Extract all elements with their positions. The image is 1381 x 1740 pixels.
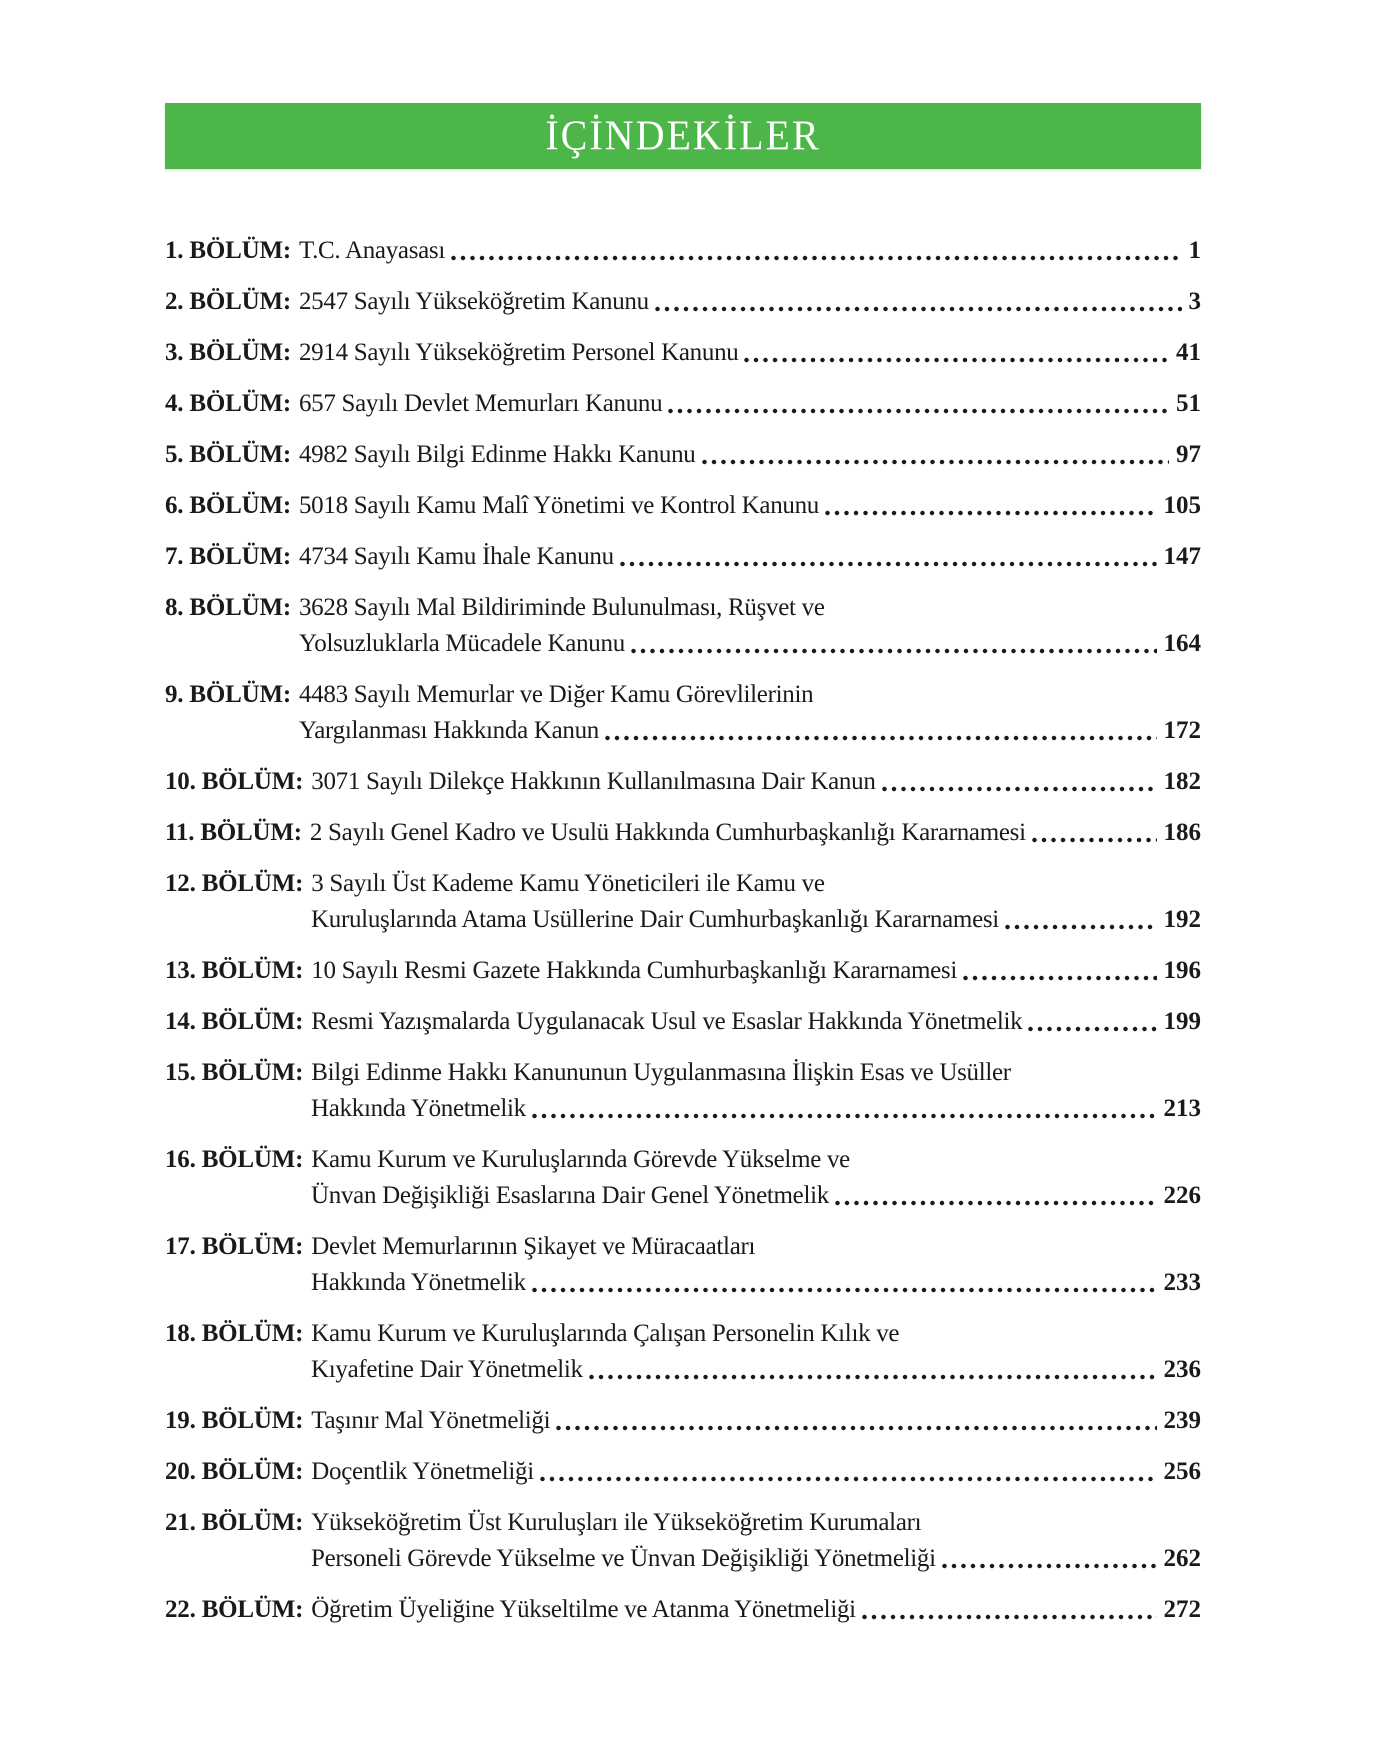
toc-entry-line (165, 1004, 1201, 1040)
dot-leader (668, 408, 1169, 414)
toc-entry-line (165, 1505, 1201, 1541)
toc-entry-title-continuation: Ünvan Değişikliği Esaslarına Dair Genel Yönetmelik (311, 1182, 829, 1209)
toc-entry-label: 22. BÖLÜM: (165, 1596, 304, 1623)
toc-entry-line (165, 1316, 1201, 1352)
dot-leader (655, 306, 1182, 312)
table-of-contents (165, 233, 1201, 1628)
toc-entry-title: 10 Sayılı Resmi Gazete Hakkında Cumhurbaşkanlığı Kararnamesi (311, 957, 958, 984)
toc-entry-title-continuation: Personeli Görevde Yükselme ve Ünvan Değişikliği Yönetmeliği (311, 1545, 936, 1572)
toc-entry-page-number: 196 (1163, 957, 1201, 984)
toc-entry-line-continuation (165, 626, 1201, 662)
toc-entry-title: T.C. Anayasası (298, 237, 445, 264)
toc-entry-page-number: 226 (1163, 1182, 1201, 1209)
toc-entry-label: 13. BÖLÜM: (165, 957, 304, 984)
toc-entry-title-continuation: Yolsuzluklarla Mücadele Kanunu (299, 630, 625, 657)
toc-entry-line-continuation (165, 1265, 1201, 1301)
toc-entry (165, 866, 1201, 938)
dot-leader (1028, 1026, 1156, 1032)
toc-entry-line (165, 677, 1201, 713)
toc-entry (165, 677, 1201, 749)
toc-entry-page-number: 164 (1163, 630, 1201, 657)
toc-entry (165, 1403, 1201, 1439)
toc-entry-line (165, 590, 1201, 626)
dot-leader (556, 1425, 1156, 1431)
toc-entry-label: 8. BÖLÜM: (165, 594, 291, 621)
toc-entry (165, 764, 1201, 800)
toc-entry-title: 5018 Sayılı Kamu Malî Yönetimi ve Kontrol Kanunu (298, 492, 820, 519)
toc-entry-title: 4734 Sayılı Kamu İhale Kanunu (298, 543, 614, 570)
toc-entry-title: Devlet Memurlarının Şikayet ve Müracaatları (311, 1233, 756, 1260)
toc-entry-label: 2. BÖLÜM: (165, 288, 291, 315)
toc-entry (165, 1592, 1201, 1628)
dot-leader (882, 786, 1157, 792)
toc-entry-page-number: 182 (1163, 768, 1201, 795)
toc-entry-page-number: 213 (1163, 1095, 1201, 1122)
toc-entry (165, 488, 1201, 524)
toc-entry (165, 1055, 1201, 1127)
toc-entry-title: Yükseköğretim Üst Kuruluşları ile Yükseköğretim Kurumaları (311, 1509, 922, 1536)
dot-leader (532, 1113, 1157, 1119)
toc-entry-title: Taşınır Mal Yönetmeliği (311, 1407, 551, 1434)
dot-leader (540, 1476, 1157, 1482)
toc-entry-label: 16. BÖLÜM: (165, 1146, 304, 1173)
toc-entry-line (165, 284, 1201, 320)
toc-entry-page-number: 51 (1176, 390, 1201, 417)
toc-entry-label: 19. BÖLÜM: (165, 1407, 304, 1434)
toc-entry-label: 18. BÖLÜM: (165, 1320, 304, 1347)
toc-entry-label: 20. BÖLÜM: (165, 1458, 304, 1485)
toc-entry-page-number: 233 (1163, 1269, 1201, 1296)
toc-entry-title-continuation: Yargılanması Hakkında Kanun (299, 717, 599, 744)
toc-entry-title: Öğretim Üyeliğine Yükseltilme ve Atanma Yönetmeliği (311, 1596, 856, 1623)
toc-entry-title-continuation: Hakkında Yönetmelik (311, 1095, 526, 1122)
toc-entry (165, 1316, 1201, 1388)
dot-leader (631, 648, 1157, 654)
toc-entry (165, 1142, 1201, 1214)
toc-entry-line (165, 539, 1201, 575)
toc-entry-page-number: 97 (1176, 441, 1201, 468)
toc-entry-line (165, 437, 1201, 473)
toc-entry (165, 539, 1201, 575)
toc-entry-page-number: 1 (1188, 237, 1201, 264)
toc-entry-line (165, 1055, 1201, 1091)
toc-entry-title: 2 Sayılı Genel Kadro ve Usulü Hakkında Cumhurbaşkanlığı Kararnamesi (309, 819, 1026, 846)
dot-leader (702, 459, 1170, 465)
toc-entry-page-number: 192 (1163, 906, 1201, 933)
toc-entry-page-number: 105 (1163, 492, 1201, 519)
toc-entry-title-continuation: Kuruluşlarında Atama Usüllerine Dair Cumhurbaşkanlığı Kararnamesi (311, 906, 999, 933)
toc-entry (165, 437, 1201, 473)
toc-entry-line-continuation (165, 1352, 1201, 1388)
toc-entry-label: 12. BÖLÜM: (165, 870, 304, 897)
toc-entry-line (165, 953, 1201, 989)
toc-entry-title: 657 Sayılı Devlet Memurları Kanunu (298, 390, 663, 417)
toc-entry-line (165, 233, 1201, 269)
toc-entry-line (165, 488, 1201, 524)
toc-entry-line (165, 1454, 1201, 1490)
toc-entry-title: 3071 Sayılı Dilekçe Hakkının Kullanılmasına Dair Kanun (311, 768, 876, 795)
toc-entry-title: 3 Sayılı Üst Kademe Kamu Yöneticileri ile Kamu ve (311, 870, 825, 897)
toc-entry-page-number: 41 (1176, 339, 1201, 366)
toc-entry-page-number: 236 (1163, 1356, 1201, 1383)
toc-entry-line (165, 1142, 1201, 1178)
toc-entry-label: 10. BÖLÜM: (165, 768, 304, 795)
toc-entry (165, 953, 1201, 989)
dot-leader (744, 357, 1169, 363)
dot-leader (835, 1200, 1157, 1206)
toc-entry (165, 233, 1201, 269)
toc-entry-page-number: 256 (1163, 1458, 1201, 1485)
toc-entry-label: 9. BÖLÜM: (165, 681, 291, 708)
dot-leader (532, 1287, 1157, 1293)
toc-entry-title: 2914 Sayılı Yükseköğretim Personel Kanunu (298, 339, 739, 366)
dot-leader (862, 1614, 1157, 1620)
toc-entry-title: 2547 Sayılı Yükseköğretim Kanunu (298, 288, 649, 315)
toc-entry (165, 1505, 1201, 1577)
dot-leader (942, 1563, 1157, 1569)
toc-entry-page-number: 3 (1188, 288, 1201, 315)
toc-entry-label: 7. BÖLÜM: (165, 543, 291, 570)
toc-entry-title: Resmi Yazışmalarda Uygulanacak Usul ve Esaslar Hakkında Yönetmelik (311, 1008, 1023, 1035)
toc-entry-line-continuation (165, 1091, 1201, 1127)
toc-entry-line (165, 815, 1201, 851)
dot-leader (825, 510, 1156, 516)
toc-entry-page-number: 147 (1163, 543, 1201, 570)
toc-entry-line-continuation (165, 713, 1201, 749)
toc-entry-page-number: 239 (1163, 1407, 1201, 1434)
toc-entry-line (165, 1403, 1201, 1439)
dot-leader (451, 255, 1182, 261)
toc-entry (165, 1454, 1201, 1490)
toc-entry-label: 15. BÖLÜM: (165, 1059, 304, 1086)
toc-entry-title: Bilgi Edinme Hakkı Kanununun Uygulanmasına İlişkin Esas ve Usüller (311, 1059, 1011, 1086)
toc-entry-line (165, 1592, 1201, 1628)
dot-leader (963, 975, 1156, 981)
toc-entry-line (165, 1229, 1201, 1265)
toc-entry (165, 815, 1201, 851)
toc-entry-line (165, 866, 1201, 902)
toc-entry-line-continuation (165, 1178, 1201, 1214)
dot-leader (1005, 924, 1157, 930)
toc-entry-page-number: 186 (1163, 819, 1201, 846)
toc-entry-label: 11. BÖLÜM: (165, 819, 302, 846)
dot-leader (605, 735, 1157, 741)
toc-entry-title: Kamu Kurum ve Kuruluşlarında Çalışan Personelin Kılık ve (311, 1320, 900, 1347)
toc-entry (165, 284, 1201, 320)
toc-entry (165, 335, 1201, 371)
toc-entry-title: Kamu Kurum ve Kuruluşlarında Görevde Yükselme ve (311, 1146, 850, 1173)
toc-entry-line (165, 335, 1201, 371)
contents-header-banner (165, 103, 1201, 169)
page-content (165, 0, 1201, 1643)
toc-entry-line-continuation (165, 902, 1201, 938)
toc-entry-title: 4483 Sayılı Memurlar ve Diğer Kamu Görevlilerinin (298, 681, 814, 708)
toc-entry-line-continuation (165, 1541, 1201, 1577)
toc-entry-page-number: 262 (1163, 1545, 1201, 1572)
toc-entry-label: 3. BÖLÜM: (165, 339, 291, 366)
toc-entry-title: 3628 Sayılı Mal Bildiriminde Bulunulması, Rüşvet ve (298, 594, 825, 621)
toc-entry (165, 1004, 1201, 1040)
toc-entry-line (165, 386, 1201, 422)
toc-entry-label: 5. BÖLÜM: (165, 441, 291, 468)
toc-entry-title-continuation: Hakkında Yönetmelik (311, 1269, 526, 1296)
toc-entry-label: 6. BÖLÜM: (165, 492, 291, 519)
toc-entry-label: 21. BÖLÜM: (165, 1509, 304, 1536)
toc-entry-label: 4. BÖLÜM: (165, 390, 291, 417)
toc-entry-title: 4982 Sayılı Bilgi Edinme Hakkı Kanunu (298, 441, 696, 468)
toc-entry-label: 14. BÖLÜM: (165, 1008, 304, 1035)
toc-entry-page-number: 272 (1163, 1596, 1201, 1623)
page-title: İÇİNDEKİLER (545, 111, 821, 160)
toc-entry-title: Doçentlik Yönetmeliği (311, 1458, 534, 1485)
toc-entry (165, 590, 1201, 662)
toc-entry (165, 386, 1201, 422)
toc-entry-page-number: 199 (1163, 1008, 1201, 1035)
dot-leader (589, 1374, 1157, 1380)
dot-leader (1032, 837, 1157, 843)
toc-entry-line (165, 764, 1201, 800)
toc-entry-label: 1. BÖLÜM: (165, 237, 291, 264)
dot-leader (620, 561, 1157, 567)
toc-entry-page-number: 172 (1163, 717, 1201, 744)
toc-entry (165, 1229, 1201, 1301)
toc-entry-label: 17. BÖLÜM: (165, 1233, 304, 1260)
toc-entry-title-continuation: Kıyafetine Dair Yönetmelik (311, 1356, 583, 1383)
